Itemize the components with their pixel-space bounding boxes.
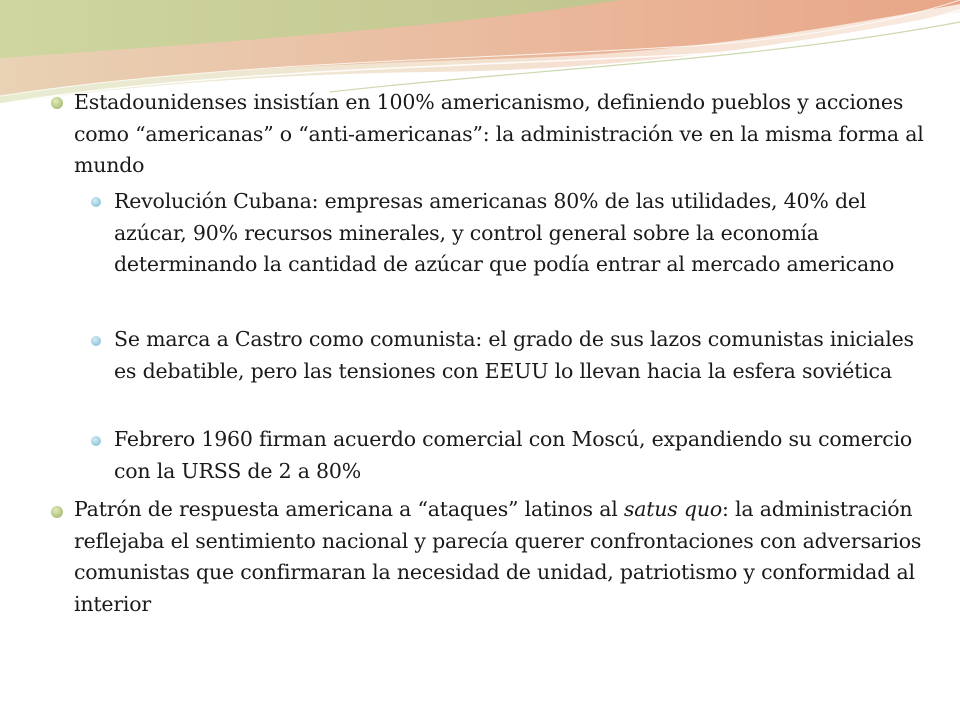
bullet-2-marker xyxy=(91,197,101,207)
bullet-5 xyxy=(74,494,926,620)
bullet-3-marker xyxy=(91,336,101,346)
bullet-1-marker xyxy=(51,97,63,109)
bullet-2: Revolución Cubana: empresas americanas 80% de las utilidades, 40% del azúcar, 90% recursos minerales, y control general sobre la economía determinando la cantidad de azúcar que podía entrar al mercado americano xyxy=(114,189,895,276)
bullet-4: Febrero 1960 firman acuerdo comercial con Moscú, expandiendo su comercio con la URSS de 2 a 80% xyxy=(114,427,913,483)
bullet-5-text-end: : la administración reflejaba el sentimiento nacional y parecía querer confrontaciones con adversarios comunistas que confirmaran la necesidad de unidad, patriotismo y conformidad al interior xyxy=(74,497,922,616)
bullet-5-text-start: Patrón de respuesta americana a “ataques” latinos al xyxy=(74,497,624,521)
bullet-1: Estadounidenses insistían en 100% americanismo, definiendo pueblos y acciones como “americanas” o “anti-americanas”: la administración ve en la misma forma al mundo xyxy=(74,90,924,177)
bullet-3: Se marca a Castro como comunista: el grado de sus lazos comunistas iniciales es debatible, pero las tensiones con EEUU lo llevan hacia la esfera soviética xyxy=(114,327,914,383)
bullet-5-marker xyxy=(51,506,63,518)
bullet-5-italic-term: satus quo xyxy=(623,497,722,521)
bullet-4-marker xyxy=(91,436,101,446)
